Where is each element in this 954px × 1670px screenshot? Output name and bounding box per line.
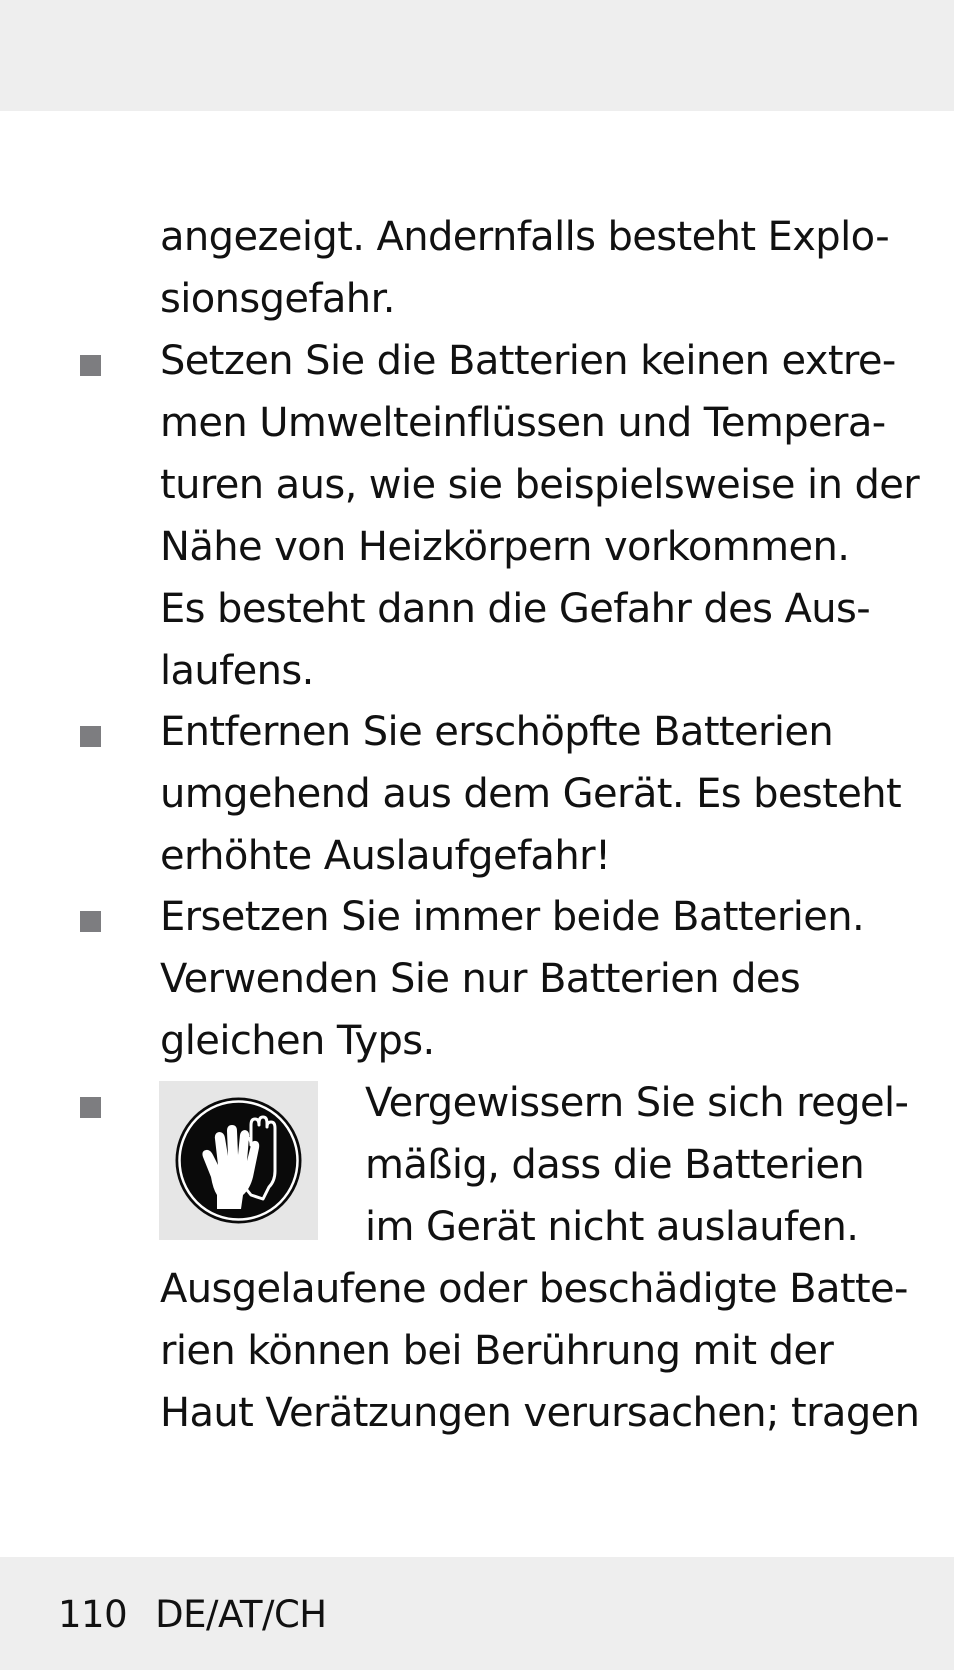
text-line: laufens. — [160, 648, 314, 694]
text-line: Nähe von Heizkörpern vorkommen. — [160, 524, 850, 570]
text-line: Ersetzen Sie immer beide Batterien. — [160, 894, 865, 940]
text-line: Haut Verätzungen verursachen; tragen — [160, 1390, 920, 1436]
list-bullet — [80, 355, 101, 376]
list-bullet — [80, 911, 101, 932]
page-footer — [58, 1585, 327, 1645]
text-line: Setzen Sie die Batterien keinen extre- — [160, 338, 896, 384]
text-line: sionsgefahr. — [160, 276, 395, 322]
text-line: turen aus, wie sie beispielsweise in der — [160, 462, 920, 508]
text-line: mäßig, dass die Batterien — [365, 1142, 865, 1188]
list-bullet — [80, 726, 101, 747]
text-line: erhöhte Auslaufgefahr! — [160, 833, 611, 879]
text-line: im Gerät nicht auslaufen. — [365, 1204, 859, 1250]
text-line: men Umwelteinflüssen und Tempera- — [160, 400, 886, 446]
region-label: DE/AT/CH — [155, 1593, 327, 1636]
text-line: Es besteht dann die Gefahr des Aus- — [160, 586, 871, 632]
text-line: Verwenden Sie nur Batterien des — [160, 956, 801, 1002]
header-band — [0, 0, 954, 111]
text-line: Entfernen Sie erschöpfte Batterien — [160, 709, 834, 755]
page-number: 110 — [58, 1593, 128, 1636]
text-line: Vergewissern Sie sich regel- — [365, 1080, 909, 1126]
protective-gloves-icon — [159, 1081, 318, 1240]
list-bullet — [80, 1097, 101, 1118]
text-line: rien können bei Berührung mit der — [160, 1328, 834, 1374]
text-line: Ausgelaufene oder beschädigte Batte- — [160, 1266, 908, 1312]
text-line: angezeigt. Andernfalls besteht Explo- — [160, 214, 890, 260]
text-line: umgehend aus dem Gerät. Es besteht — [160, 771, 902, 817]
text-line: gleichen Typs. — [160, 1018, 435, 1064]
